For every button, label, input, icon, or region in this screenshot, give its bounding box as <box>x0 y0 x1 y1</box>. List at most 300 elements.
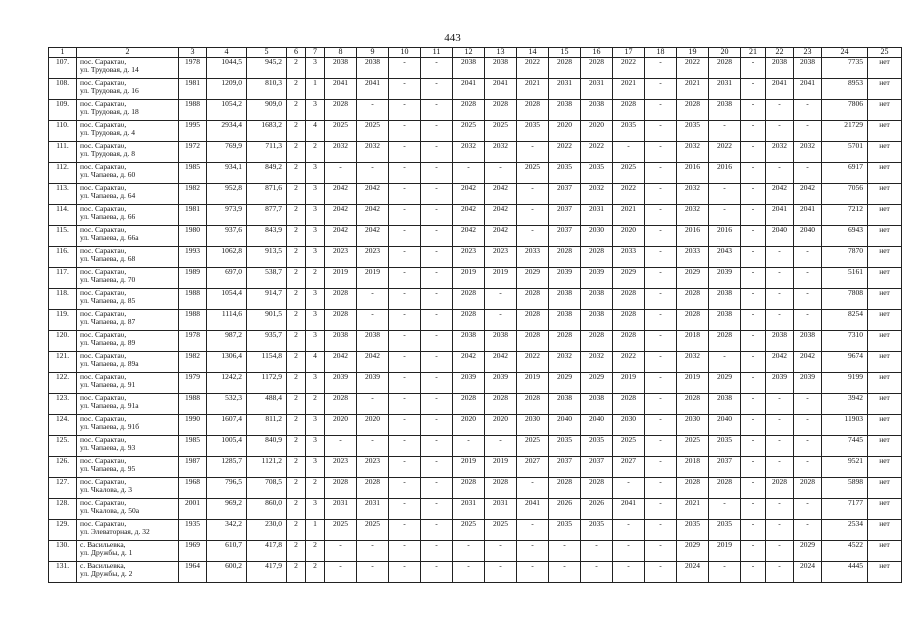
table-cell: - <box>421 289 453 310</box>
table-cell: 2032 <box>485 142 517 163</box>
table-cell: 1054,4 <box>207 289 247 310</box>
table-cell: 909,0 <box>247 100 287 121</box>
table-cell: 2042 <box>453 184 485 205</box>
table-cell: - <box>645 436 677 457</box>
table-cell: нет <box>868 205 902 226</box>
table-cell: 1981 <box>179 79 207 100</box>
table-cell: 2038 <box>453 58 485 79</box>
table-cell: 2022 <box>549 142 581 163</box>
table-cell: 532,3 <box>207 394 247 415</box>
table-cell: 8953 <box>822 79 868 100</box>
table-cell: 2 <box>287 163 306 184</box>
table-cell: - <box>741 415 766 436</box>
table-cell: 2 <box>287 373 306 394</box>
table-cell: 2025 <box>325 520 357 541</box>
table-cell: 811,2 <box>247 415 287 436</box>
table-body <box>49 58 902 583</box>
table-cell: 2038 <box>549 394 581 415</box>
table-cell: 9521 <box>822 457 868 478</box>
table-cell: нет <box>868 520 902 541</box>
address-cell: пос. Сарактаυ, ул. Чапаева, д. 89 <box>77 331 179 352</box>
table-cell: - <box>421 163 453 184</box>
table-cell: 1154,8 <box>247 352 287 373</box>
table-cell: - <box>389 79 421 100</box>
table-cell: - <box>325 541 357 562</box>
table-row <box>49 142 902 163</box>
table-cell: 110. <box>49 121 77 142</box>
table-cell: - <box>517 520 549 541</box>
table-cell: нет <box>868 163 902 184</box>
table-cell: - <box>766 562 794 583</box>
table-cell: - <box>421 268 453 289</box>
table-cell: 1285,7 <box>207 457 247 478</box>
table-cell: 2020 <box>581 121 613 142</box>
table-cell: 2041 <box>766 79 794 100</box>
table-cell: 913,5 <box>247 247 287 268</box>
table-cell: - <box>485 436 517 457</box>
table-cell: 2 <box>287 142 306 163</box>
table-cell: 2038 <box>581 100 613 121</box>
table-row <box>49 268 902 289</box>
address-cell: пос. Сарактаυ, ул. Трудовая, д. 18 <box>77 100 179 121</box>
column-header: 21 <box>741 48 766 58</box>
table-cell: 2 <box>287 121 306 142</box>
table-cell: 2029 <box>677 268 709 289</box>
table-cell: 2041 <box>485 79 517 100</box>
table-cell: - <box>766 310 794 331</box>
table-cell: 2018 <box>677 331 709 352</box>
table-cell: 2041 <box>453 79 485 100</box>
table-cell: - <box>794 457 822 478</box>
table-cell: 2019 <box>357 268 389 289</box>
table-cell: - <box>645 121 677 142</box>
table-cell: 796,5 <box>207 478 247 499</box>
table-cell: - <box>794 499 822 520</box>
table-cell: 3 <box>306 415 325 436</box>
table-cell: 2031 <box>485 499 517 520</box>
table-cell: 2032 <box>677 184 709 205</box>
table-cell: - <box>485 163 517 184</box>
table-cell: - <box>645 394 677 415</box>
table-cell: 2042 <box>485 184 517 205</box>
table-cell: - <box>741 163 766 184</box>
table-cell: 2039 <box>325 373 357 394</box>
table-cell: - <box>741 457 766 478</box>
table-cell: - <box>645 499 677 520</box>
table-cell: 2041 <box>613 499 645 520</box>
address-cell: пос. Сарактаυ, ул. Чапаева, д. 91а <box>77 394 179 415</box>
table-cell: - <box>766 520 794 541</box>
table-cell: 2 <box>306 541 325 562</box>
table-row <box>49 58 902 79</box>
table-cell: 2041 <box>766 205 794 226</box>
table-cell: 1982 <box>179 352 207 373</box>
table-row <box>49 247 902 268</box>
column-header: 6 <box>287 48 306 58</box>
column-header: 4 <box>207 48 247 58</box>
table-cell: 2038 <box>325 58 357 79</box>
address-cell: пос. Сарактаυ, ул. Чапаева, д. 70 <box>77 268 179 289</box>
table-cell: 2038 <box>549 289 581 310</box>
table-cell: 1995 <box>179 121 207 142</box>
table-cell: 2025 <box>357 520 389 541</box>
table-cell: - <box>645 373 677 394</box>
table-row <box>49 562 902 583</box>
table-cell: 2023 <box>325 247 357 268</box>
address-cell: с. Васильевка, ул. Дружбы, д. 1 <box>77 541 179 562</box>
table-cell: - <box>517 205 549 226</box>
table-cell: 2029 <box>517 268 549 289</box>
table-cell: - <box>741 352 766 373</box>
table-cell: - <box>325 163 357 184</box>
table-cell: 1054,2 <box>207 100 247 121</box>
table-cell: 2028 <box>325 289 357 310</box>
table-cell: 2025 <box>485 121 517 142</box>
table-cell: 2021 <box>613 205 645 226</box>
table-cell: 697,0 <box>207 268 247 289</box>
table-cell: 2041 <box>325 79 357 100</box>
table-cell: 2031 <box>581 205 613 226</box>
table-row <box>49 226 902 247</box>
table-cell: 2042 <box>357 226 389 247</box>
table-cell: 2 <box>287 352 306 373</box>
table-cell: 2028 <box>453 289 485 310</box>
table-cell: 2 <box>287 457 306 478</box>
table-cell: 2022 <box>613 184 645 205</box>
table-cell: 115. <box>49 226 77 247</box>
table-cell: 2041 <box>357 79 389 100</box>
table-cell: 2037 <box>549 226 581 247</box>
table-cell: 2039 <box>794 373 822 394</box>
table-cell: - <box>389 541 421 562</box>
address-cell: пос. Сарактаυ, ул. Чапаева, д. 60 <box>77 163 179 184</box>
table-cell: 914,7 <box>247 289 287 310</box>
table-cell: - <box>517 541 549 562</box>
table-row <box>49 436 902 457</box>
table-cell: 2028 <box>485 100 517 121</box>
table-cell: 769,9 <box>207 142 247 163</box>
table-cell: 1683,2 <box>247 121 287 142</box>
table-cell: 2035 <box>549 520 581 541</box>
table-cell: - <box>453 562 485 583</box>
table-cell: - <box>645 58 677 79</box>
table-cell: 2041 <box>517 499 549 520</box>
table-cell: 2038 <box>766 58 794 79</box>
table-cell: - <box>485 541 517 562</box>
table-cell: 2 <box>287 394 306 415</box>
address-cell: пос. Сарактаυ, ул. Элеваторная, д. 32 <box>77 520 179 541</box>
table-cell: нет <box>868 100 902 121</box>
table-cell: 973,9 <box>207 205 247 226</box>
table-cell: 2038 <box>766 331 794 352</box>
table-cell: 3 <box>306 310 325 331</box>
table-cell: 2028 <box>677 394 709 415</box>
table-cell: 2025 <box>517 163 549 184</box>
table-cell: 124. <box>49 415 77 436</box>
table-cell: - <box>645 163 677 184</box>
table-cell: нет <box>868 247 902 268</box>
table-cell: 2039 <box>581 268 613 289</box>
table-cell: 2035 <box>709 520 741 541</box>
table-header <box>49 48 902 58</box>
table-cell: 2 <box>287 562 306 583</box>
table-cell: - <box>645 562 677 583</box>
table-cell: 129. <box>49 520 77 541</box>
column-header: 25 <box>868 48 902 58</box>
table-cell: 2028 <box>549 331 581 352</box>
table-cell: - <box>645 331 677 352</box>
table-cell: 3 <box>306 289 325 310</box>
housing-register-table <box>48 47 902 583</box>
table-row <box>49 478 902 499</box>
table-cell: - <box>421 310 453 331</box>
table-row <box>49 205 902 226</box>
table-cell: 2020 <box>453 415 485 436</box>
column-header: 10 <box>389 48 421 58</box>
column-header: 15 <box>549 48 581 58</box>
table-cell: 2019 <box>485 268 517 289</box>
table-cell: 107. <box>49 58 77 79</box>
table-cell: 2031 <box>581 79 613 100</box>
table-cell: 2025 <box>485 520 517 541</box>
table-cell: 901,5 <box>247 310 287 331</box>
table-cell: - <box>645 478 677 499</box>
table-cell: 2016 <box>709 163 741 184</box>
table-cell: 2043 <box>709 247 741 268</box>
table-cell: - <box>645 268 677 289</box>
table-cell: - <box>645 226 677 247</box>
table-row <box>49 415 902 436</box>
table-cell: - <box>741 184 766 205</box>
table-cell: 2028 <box>453 394 485 415</box>
table-cell: 8254 <box>822 310 868 331</box>
table-cell: - <box>485 289 517 310</box>
table-cell: 7735 <box>822 58 868 79</box>
table-cell: 934,1 <box>207 163 247 184</box>
table-cell: 2042 <box>794 184 822 205</box>
table-cell: 125. <box>49 436 77 457</box>
table-cell: 2025 <box>453 520 485 541</box>
table-cell: - <box>357 310 389 331</box>
table-cell: 2021 <box>677 79 709 100</box>
table-cell: 1981 <box>179 205 207 226</box>
table-cell: - <box>389 520 421 541</box>
table-cell: 2025 <box>517 436 549 457</box>
table-cell: - <box>421 562 453 583</box>
table-cell: - <box>645 100 677 121</box>
column-header: 22 <box>766 48 794 58</box>
table-cell: нет <box>868 457 902 478</box>
table-cell: 2040 <box>766 226 794 247</box>
table-cell: - <box>389 205 421 226</box>
table-cell: 2038 <box>709 310 741 331</box>
table-cell: нет <box>868 373 902 394</box>
table-cell: - <box>357 289 389 310</box>
table-cell: - <box>421 541 453 562</box>
table-cell: 1988 <box>179 310 207 331</box>
table-cell: - <box>389 310 421 331</box>
table-cell: 2032 <box>357 142 389 163</box>
address-cell: пос. Сарактаυ, ул. Чапаева, д. 93 <box>77 436 179 457</box>
table-cell: 2 <box>306 562 325 583</box>
table-cell: 117. <box>49 268 77 289</box>
table-cell: - <box>421 331 453 352</box>
table-cell: 114. <box>49 205 77 226</box>
table-cell: 2033 <box>677 247 709 268</box>
column-header: 17 <box>613 48 645 58</box>
table-cell: 7870 <box>822 247 868 268</box>
column-header: 18 <box>645 48 677 58</box>
table-cell: 126. <box>49 457 77 478</box>
table-cell: 1044,5 <box>207 58 247 79</box>
table-cell: 2038 <box>453 331 485 352</box>
table-cell: 2022 <box>517 352 549 373</box>
table-cell: - <box>357 562 389 583</box>
table-cell: 2030 <box>613 415 645 436</box>
table-cell: 2016 <box>709 226 741 247</box>
table-cell: 2028 <box>485 478 517 499</box>
table-cell: 2019 <box>453 268 485 289</box>
table-cell: 2032 <box>325 142 357 163</box>
table-cell: - <box>485 310 517 331</box>
table-cell: 2038 <box>549 100 581 121</box>
table-cell: нет <box>868 478 902 499</box>
table-cell: 1982 <box>179 184 207 205</box>
table-cell: - <box>389 436 421 457</box>
table-cell: - <box>485 562 517 583</box>
table-cell: - <box>517 142 549 163</box>
table-cell: 2028 <box>581 247 613 268</box>
table-cell: - <box>453 163 485 184</box>
table-cell: - <box>549 562 581 583</box>
table-cell: 2 <box>306 394 325 415</box>
table-cell: - <box>766 436 794 457</box>
table-cell: 2016 <box>677 163 709 184</box>
table-cell: 3942 <box>822 394 868 415</box>
table-cell: нет <box>868 289 902 310</box>
table-cell: 2039 <box>453 373 485 394</box>
table-cell: 987,2 <box>207 331 247 352</box>
address-cell: пос. Сарактаυ, ул. Чапаева, д. 95 <box>77 457 179 478</box>
table-cell: 2025 <box>325 121 357 142</box>
table-cell: 7808 <box>822 289 868 310</box>
table-cell: 2028 <box>709 331 741 352</box>
table-cell: 2035 <box>581 436 613 457</box>
table-cell: 2029 <box>613 268 645 289</box>
table-cell: 2024 <box>794 562 822 583</box>
table-cell: 7056 <box>822 184 868 205</box>
table-cell: - <box>741 373 766 394</box>
table-cell: 2028 <box>677 478 709 499</box>
table-cell: 2031 <box>357 499 389 520</box>
table-row <box>49 541 902 562</box>
table-cell: 2039 <box>709 268 741 289</box>
table-cell: 2019 <box>677 373 709 394</box>
table-cell: 2031 <box>453 499 485 520</box>
table-cell: 2038 <box>485 58 517 79</box>
table-cell: 2040 <box>794 226 822 247</box>
table-cell: - <box>741 100 766 121</box>
table-cell: 2019 <box>325 268 357 289</box>
table-cell: 1242,2 <box>207 373 247 394</box>
table-cell: - <box>389 163 421 184</box>
table-cell: 2029 <box>709 373 741 394</box>
table-cell: 11903 <box>822 415 868 436</box>
table-cell: - <box>421 142 453 163</box>
table-cell: - <box>421 436 453 457</box>
table-cell: 1306,4 <box>207 352 247 373</box>
column-header: 14 <box>517 48 549 58</box>
table-cell: - <box>421 226 453 247</box>
column-header: 12 <box>453 48 485 58</box>
table-cell: 2033 <box>517 247 549 268</box>
table-cell: 230,0 <box>247 520 287 541</box>
table-cell: 2031 <box>549 79 581 100</box>
address-cell: с. Васильевка, ул. Дружбы, д. 2 <box>77 562 179 583</box>
table-cell: 2022 <box>613 352 645 373</box>
table-cell: 2035 <box>709 436 741 457</box>
table-cell: 2027 <box>613 457 645 478</box>
table-cell: 9199 <box>822 373 868 394</box>
table-cell: 4 <box>306 121 325 142</box>
table-cell: 7806 <box>822 100 868 121</box>
table-cell: 2028 <box>485 394 517 415</box>
table-cell: 2042 <box>357 352 389 373</box>
table-cell: 3 <box>306 436 325 457</box>
table-cell: - <box>421 58 453 79</box>
table-cell: 3 <box>306 247 325 268</box>
table-cell: 1935 <box>179 520 207 541</box>
table-cell: 109. <box>49 100 77 121</box>
table-cell: - <box>357 394 389 415</box>
table-cell: 1988 <box>179 100 207 121</box>
table-cell: - <box>421 79 453 100</box>
address-cell: пос. Сарактаυ, ул. Трудовая, д. 14 <box>77 58 179 79</box>
table-cell: - <box>613 142 645 163</box>
table-cell: 2025 <box>613 436 645 457</box>
table-cell: 2035 <box>517 121 549 142</box>
table-cell: 3 <box>306 58 325 79</box>
table-cell: 2042 <box>794 352 822 373</box>
table-cell: 2032 <box>677 205 709 226</box>
table-cell: 2038 <box>357 331 389 352</box>
table-cell: 7177 <box>822 499 868 520</box>
table-cell: - <box>709 499 741 520</box>
table-cell: - <box>645 310 677 331</box>
table-cell: 2025 <box>677 436 709 457</box>
table-cell: 2 <box>287 331 306 352</box>
table-cell: 2039 <box>766 373 794 394</box>
table-cell: 4 <box>306 352 325 373</box>
table-cell: - <box>794 268 822 289</box>
table-cell: 2021 <box>613 79 645 100</box>
table-cell: нет <box>868 541 902 562</box>
table-cell: 2037 <box>709 457 741 478</box>
column-header: 5 <box>247 48 287 58</box>
table-cell: 9674 <box>822 352 868 373</box>
table-cell: 2026 <box>581 499 613 520</box>
table-cell: 21729 <box>822 121 868 142</box>
table-cell: 2028 <box>613 310 645 331</box>
column-header: 1 <box>49 48 77 58</box>
table-row <box>49 289 902 310</box>
address-cell: пос. Сарактаυ, ул. Чкалова, д. 50а <box>77 499 179 520</box>
table-cell: нет <box>868 142 902 163</box>
table-cell: 1607,4 <box>207 415 247 436</box>
table-cell: 2028 <box>517 331 549 352</box>
table-cell: - <box>421 373 453 394</box>
table-cell: 6917 <box>822 163 868 184</box>
